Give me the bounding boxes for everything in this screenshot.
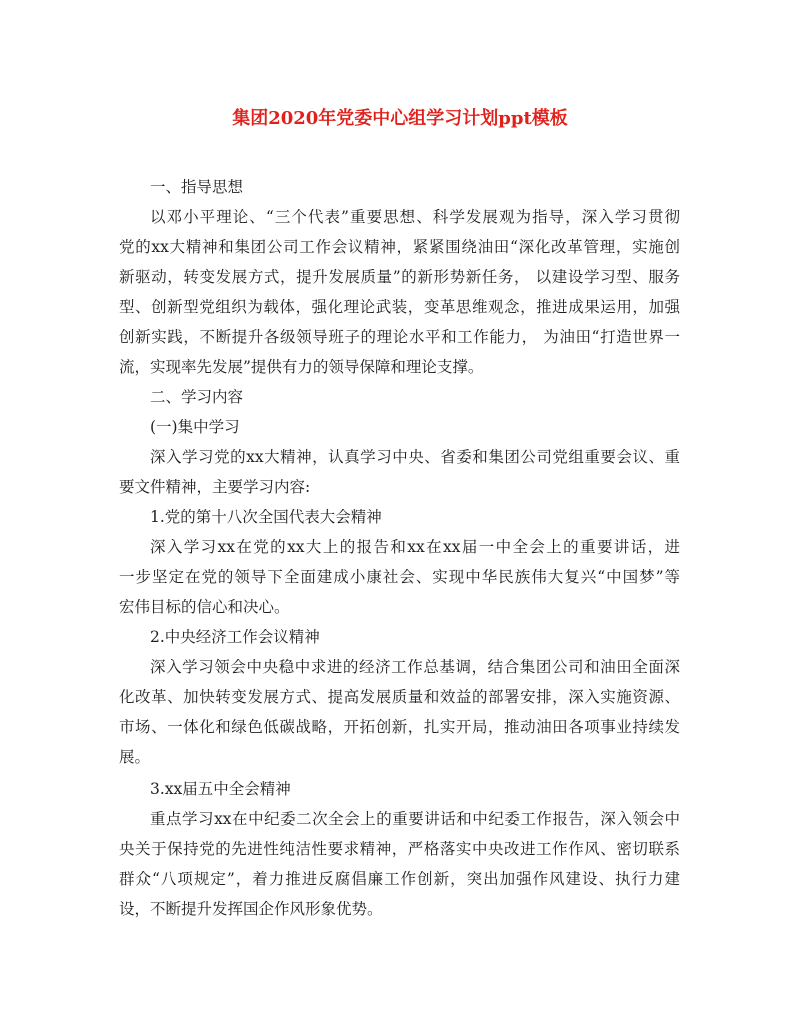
paragraph-line: 新驱动，转变发展方式，提升发展质量”的新形势新任务， 以建设学习型、服务 [119,268,680,286]
paragraph-line: 设，不断提升发挥国企作风形象优势。 [119,900,383,918]
paragraph-line: 央关于保持党的先进性纯洁性要求精神，严格落实中央改进工作作风、密切联系 [119,840,680,858]
paragraph-line: 深入学习领会中央稳中求进的经济工作总基调，结合集团公司和油田全面深 [150,658,680,676]
paragraph-line: 深入学习xx在党的xx大上的报告和xx在xx届一中全会上的重要讲话，进 [150,538,680,556]
paragraph-line: 以邓小平理论、“三个代表”重要思想、科学发展观为指导，深入学习贯彻 [150,208,680,226]
paragraph-line: 群众“八项规定”，着力推进反腐倡廉工作创新，突出加强作风建设、执行力建 [119,870,680,888]
subsection-heading: (一)集中学习 [150,418,240,436]
item-title: 1.党的第十八次全国代表大会精神 [150,508,382,526]
paragraph-line: 党的xx大精神和集团公司工作会议精神，紧紧围绕油田“深化改革管理，实施创 [119,238,680,256]
paragraph-line: 化改革、加快转变发展方式、提高发展质量和效益的部署安排，深入实施资源、 [119,688,680,706]
item-title: 3.xx届五中全会精神 [150,780,291,798]
section-heading: 二、学习内容 [150,388,244,406]
item-title: 2.中央经济工作会议精神 [150,628,320,646]
paragraph-line: 流，实现率先发展”提供有力的领导保障和理论支撑。 [119,358,484,376]
paragraph-line: 市场、一体化和绿色低碳战略，开拓创新，扎实开局，推动油田各项事业持续发 [119,718,680,736]
paragraph-line: 创新实践，不断提升各级领导班子的理论水平和工作能力， 为油田“打造世界一 [119,328,680,346]
paragraph-line: 重点学习xx在中纪委二次全会上的重要讲话和中纪委工作报告，深入领会中 [150,810,680,828]
paragraph-line: 一步坚定在党的领导下全面建成小康社会、实现中华民族伟大复兴“中国梦”等 [119,568,680,586]
document-title: 集团2020年党委中心组学习计划ppt模板 [232,108,568,129]
paragraph-line: 宏伟目标的信心和决心。 [119,598,290,616]
section-heading: 一、指导思想 [150,178,244,196]
paragraph-line: 要文件精神，主要学习内容: [119,478,311,496]
paragraph-line: 型、创新型党组织为载体，强化理论武装，变革思维观念，推进成果运用，加强 [119,298,680,316]
paragraph-line: 展。 [119,748,151,766]
paragraph-line: 深入学习党的xx大精神，认真学习中央、省委和集团公司党组重要会议、重 [150,448,680,466]
